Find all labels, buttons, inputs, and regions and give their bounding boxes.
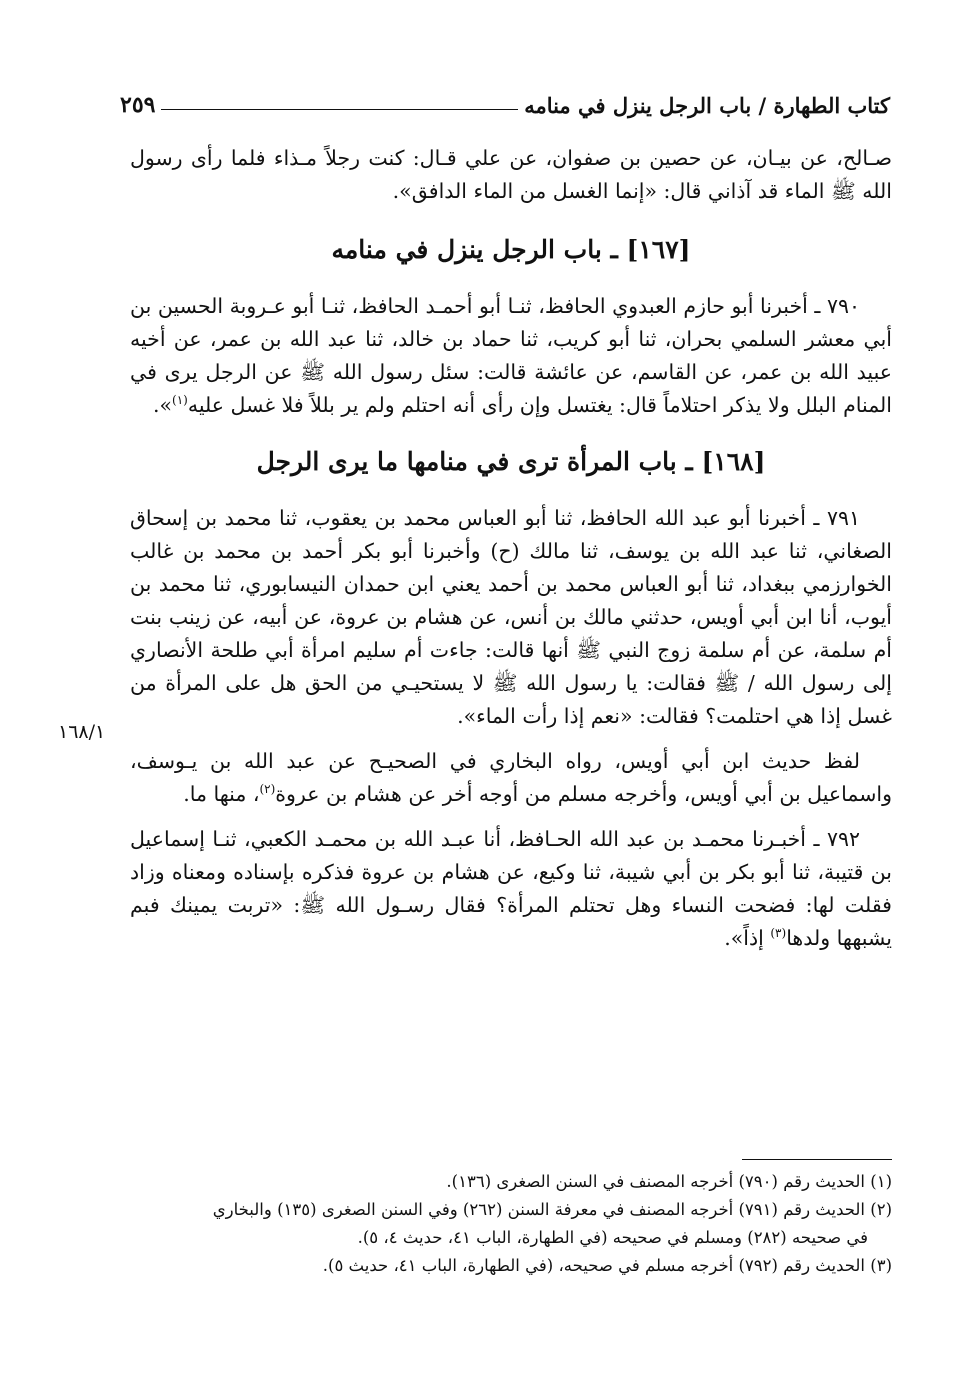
running-head-rule [161,109,518,110]
commentary-end: ، منها ما. [183,782,260,806]
commentary-paragraph [130,745,892,811]
hadith-791: ٧٩١ ـ أخبرنا أبو عبد الله الحافظ، ثنا أبو العباس محمد بن يعقوب، ثنا محمد بن إسحاق الصغاني، ثنا عبد الله بن يوسف، ثنا مالك (ح) وأخبرنا أبو بكر أحمد بن محمد بن غالب الخوارزمي ببغداد، ثنا أبو العباس محمد بن أحمد يعني ابن حمدان النيسابوري، ثنا محمد بن أيوب، أنا ابن أبي أويس، حدثني مالك بن أنس، عن هشام بن عروة، عن أبيه، عن زينب بنت أم سلمة، عن أم سلمة زوج النبي ﷺ أنها قالت: جاءت أم سليم امرأة أبي طلحة الأنصاري إلى رسول الله / ﷺ فقالت: يا رسول الله ﷺ لا يستحيـي من الحق هل على المرأة من غسل إذا هي احتلمت؟ فقالت: «نعم إذا رأت الماء». [130,506,892,728]
intro-paragraph: صـالح، عن بيـان، عن حصين بن صفوان، عن علي قـال: كنت رجلاً مـذاء فلما رأى رسول الله ﷺ الماء قد آذاني قال: «إنما الغسل من الماء الدافق». [130,146,892,203]
hadith-792 [130,823,892,955]
footnote-2: (٢) الحديث رقم (٧٩١) أخرجه المصنف في معرفة السنن (٢٦٢) وفي السنن الصغرى (١٣٥) والبخاري [212,1200,892,1219]
footnote-1: (١) الحديث رقم (٧٩٠) أخرجه المصنف في السنن الصغرى (١٣٦). [446,1172,892,1191]
chapter-167-heading: [١٦٧] ـ باب الرجل ينزل في منامه [331,235,691,264]
running-head [120,84,890,118]
footnotes [120,1168,892,1280]
page-number: ٢٥٩ [120,92,156,118]
running-head-title: كتاب الطهارة / باب الرجل ينزل في منامه [524,93,890,118]
hadith-792-end: إذاً». [724,926,771,950]
footnote-separator [742,1159,892,1160]
footnote-ref-3: (٣) [770,926,787,941]
hadith-790-end: ». [152,393,172,417]
hadith-790-text: ٧٩٠ ـ أخبرنا أبو حازم العبدوي الحافظ، ثنـا أبو أحمـد الحافظ، ثنـا أبو عـروبة الحسين بن أبي معشر السلمي بحران، ثنا أبو كريب، ثنا حماد بن خالد، ثنا عبد الله بن عمر، عن أخيه عبيد الله بن عمر، عن القاسم، عن عائشة قالت: سئل رسول الله ﷺ عن الرجل يرى في المنام البلل ولا يذكر احتلاماً قال: يغتسل وإن رأى أنه احتلم ولم ير بللاً فلا غسل عليه [130,294,892,417]
margin-volume-page-note: ١٦٨/١ [58,721,106,743]
footnote-3: (٣) الحديث رقم (٧٩٢) أخرجه مسلم في صحيحه، (في الطهارة، الباب ٤١، حديث ٥). [322,1256,892,1275]
footnote-ref-1: (١) [172,393,188,408]
footnote-2-continuation: في صحيحه (٢٨٢) ومسلم في صحيحه (في الطهارة، الباب ٤١، حديث ٤، ٥). [357,1228,868,1247]
commentary-text: لفظ حديث ابن أبي أويس، رواه البخاري في الصحيـح عن عبد الله بن يـوسف، واسماعيل بن أبي أويس، وأخرجه مسلم من أوجه أخر عن هشام بن عروة [130,749,892,806]
hadith-790 [130,290,892,422]
main-text [130,142,892,955]
hadith-792-text: ٧٩٢ ـ أخبـرنا محمـد بن عبد الله الحـافظ، أنا عبـد الله بن محمـد الكعبي، ثنـا إسماعيل بن قتيبة، ثنا أبو بكر بن أبي شيبة، ثنا وكيع، عن هشام بن عروة فذكره بإسناده ومعناه وزاد فقلت لها: فضحت النساء وهل تحتلم المرأة؟ فقال رسـول الله ﷺ: «تربت يمينك فبم يشبهها ولدها [130,827,892,950]
chapter-168-heading: [١٦٨] ـ باب المرأة ترى في منامها ما يرى الرجل [256,447,766,476]
footnote-ref-2: (٢) [259,782,276,797]
